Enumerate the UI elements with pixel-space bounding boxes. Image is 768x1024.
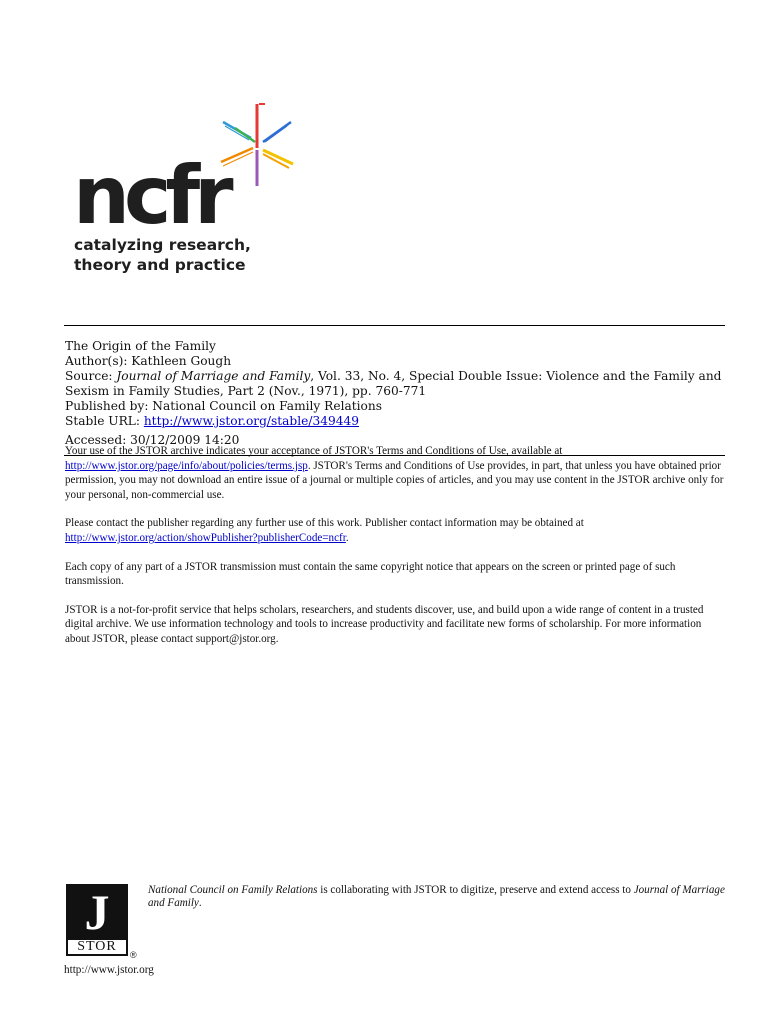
terms-block: [65, 444, 725, 661]
terms-link[interactable]: http://www.jstor.org/page/info/about/policies/terms.jsp: [65, 459, 308, 472]
article-source: [65, 369, 725, 399]
jstor-url: http://www.jstor.org: [64, 964, 154, 976]
tagline-line-1: catalyzing research,: [74, 236, 251, 254]
article-title: The Origin of the Family: [65, 339, 216, 353]
terms-paragraph-1: [65, 444, 725, 502]
journal-name: Journal of Marriage and Family: [148, 884, 725, 909]
terms-p2-text-b: .: [345, 531, 349, 544]
article-metadata: [65, 339, 725, 448]
source-details: , Vol. 33, No. 4, Special Double Issue: Violence and the Family and Sexism in Family Studies, Part 2 (Nov., 1971), pp. 760-771: [65, 369, 722, 398]
collab-text: is collaborating with JSTOR to digitize, preserve and extend access to: [317, 884, 634, 896]
published-by: Published by: National Council on Family Relations: [65, 399, 382, 413]
collab-period: .: [198, 896, 202, 909]
top-divider: [64, 325, 725, 326]
jstor-logo-letter: J: [84, 884, 110, 940]
collaboration-notice: [148, 884, 728, 909]
terms-p1-text-b: . JSTOR's Terms and Conditions of Use provides, in part, that unless you have obtained prior permission, you may not download an entire issue of a journal or multiple copies of articles, and you may use content in the JSTOR archive only for your personal, non-commercial use.: [65, 459, 724, 501]
ncfr-logo: [70, 100, 310, 275]
source-journal: Journal of Marriage and Family: [116, 369, 311, 383]
stable-url-label: Stable URL:: [65, 414, 144, 428]
terms-p2-text-a: Please contact the publisher regarding any further use of this work. Publisher contact information may be obtained at: [65, 517, 584, 530]
ncfr-starburst-icon: [215, 100, 305, 190]
jstor-logo: [66, 884, 128, 956]
stable-url-row: [65, 414, 725, 429]
terms-paragraph-4: JSTOR is a not-for-profit service that helps scholars, researchers, and students discover, use, and build upon a wide range of content in a trusted digital archive. We use information technology and tools to increase productivity and facilitate new forms of scholarship. For more information about JSTOR, please contact support@jstor.org.: [65, 603, 704, 645]
publisher-name: National Council on Family Relations: [148, 884, 318, 896]
jstor-logo-word: STOR: [68, 940, 126, 954]
article-authors: Author(s): Kathleen Gough: [65, 354, 232, 368]
publisher-link[interactable]: http://www.jstor.org/action/showPublisher?publisherCode=ncfr: [65, 531, 346, 544]
terms-paragraph-2: [65, 516, 725, 545]
terms-p1-text-a: Your use of the JSTOR archive indicates your acceptance of JSTOR's Terms and Conditions of Use, available at: [65, 445, 563, 457]
tagline-line-2: theory and practice: [74, 256, 246, 274]
source-prefix: Source:: [65, 369, 117, 383]
terms-paragraph-3: Each copy of any part of a JSTOR transmission must contain the same copyright notice that appears on the screen or printed page of such transmission.: [65, 560, 676, 588]
stable-url-link[interactable]: http://www.jstor.org/stable/349449: [143, 414, 359, 428]
ncfr-wordmark: ncfr: [73, 149, 228, 242]
ncfr-tagline: [74, 235, 251, 275]
accessed-date: Accessed: 30/12/2009 14:20: [65, 433, 240, 447]
registered-mark: ®: [130, 950, 137, 960]
